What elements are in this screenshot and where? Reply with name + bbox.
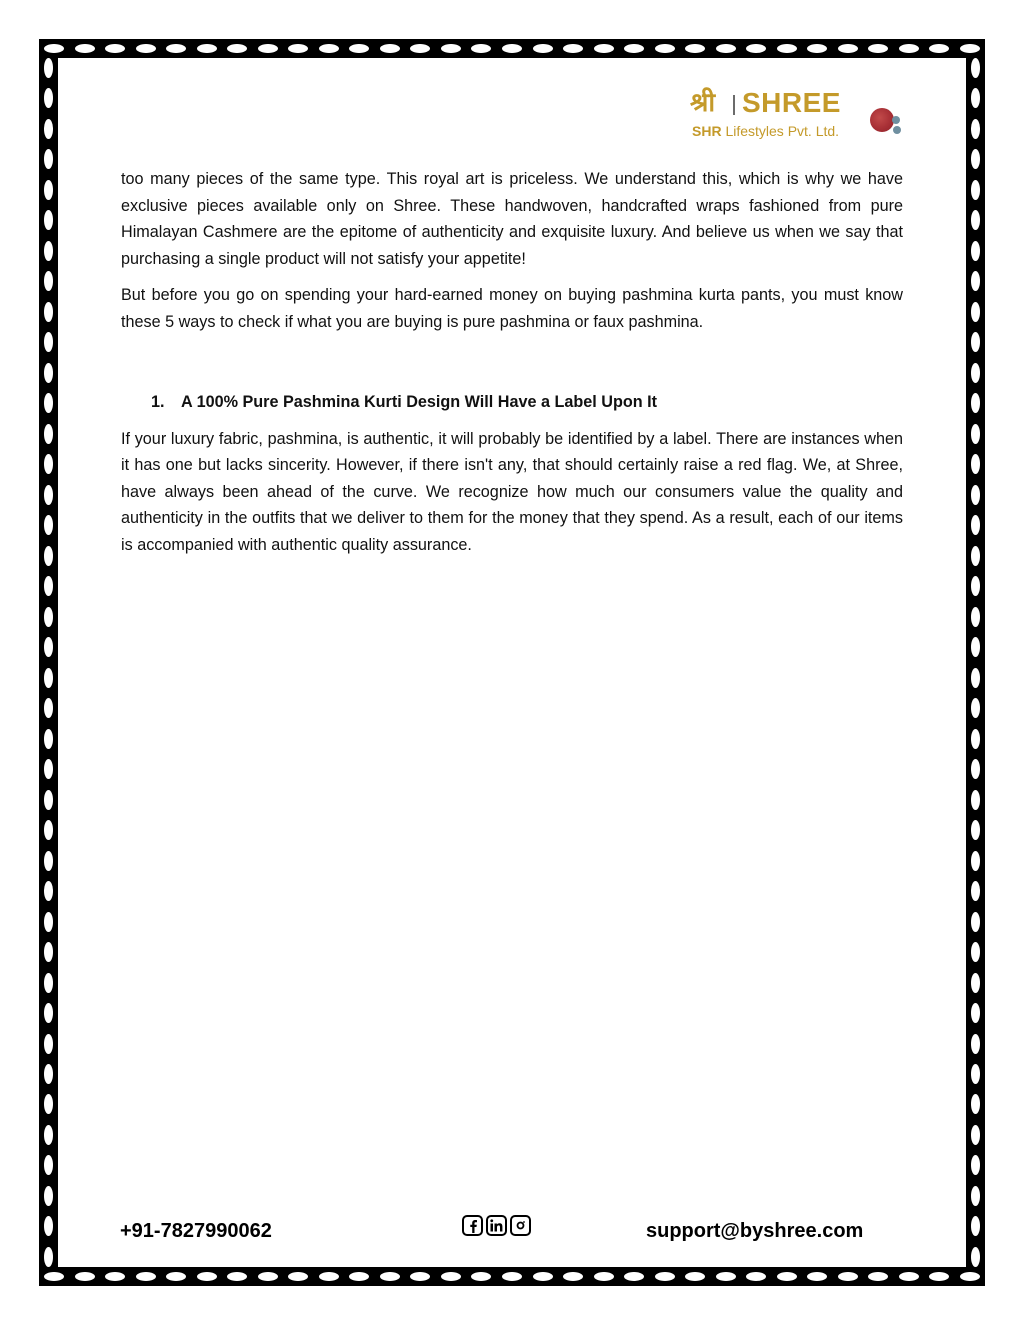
border-bead	[533, 44, 553, 53]
border-bead	[971, 698, 980, 718]
border-bead	[380, 1272, 400, 1281]
border-bead	[44, 485, 53, 505]
border-bead	[838, 44, 858, 53]
border-bead	[44, 851, 53, 871]
border-bead	[971, 942, 980, 962]
border-bead	[44, 698, 53, 718]
border-bead	[807, 44, 827, 53]
border-bead	[971, 729, 980, 749]
border-bead	[44, 790, 53, 810]
border-bead	[971, 820, 980, 840]
border-bead	[44, 1272, 64, 1281]
border-bead	[44, 668, 53, 688]
border-bead	[44, 820, 53, 840]
border-bead	[777, 44, 797, 53]
border-bead	[971, 1094, 980, 1114]
logo-company-name	[692, 122, 839, 140]
border-bead	[319, 44, 339, 53]
border-bead	[44, 393, 53, 413]
border-bead	[960, 1272, 980, 1281]
border-bead	[349, 1272, 369, 1281]
border-bead	[44, 759, 53, 779]
border-bead	[971, 424, 980, 444]
border-bead	[44, 241, 53, 261]
border-bead	[44, 576, 53, 596]
border-bead	[44, 1094, 53, 1114]
border-bead	[441, 44, 461, 53]
border-bead	[44, 149, 53, 169]
border-bead	[746, 44, 766, 53]
border-bead	[44, 1125, 53, 1145]
border-bead	[971, 851, 980, 871]
border-bead	[594, 44, 614, 53]
border-bead	[227, 1272, 247, 1281]
border-bead	[971, 607, 980, 627]
border-bead	[105, 44, 125, 53]
border-bead	[594, 1272, 614, 1281]
border-bead	[971, 485, 980, 505]
border-bead	[44, 58, 53, 78]
border-right-beads	[966, 58, 985, 1267]
border-bead	[563, 1272, 583, 1281]
border-bead	[44, 546, 53, 566]
border-bead	[838, 1272, 858, 1281]
border-bead	[166, 1272, 186, 1281]
border-bead	[971, 1155, 980, 1175]
dot-icon	[892, 116, 900, 124]
border-bead	[44, 973, 53, 993]
border-bead	[75, 1272, 95, 1281]
linkedin-icon[interactable]	[486, 1215, 507, 1236]
border-bead	[971, 332, 980, 352]
border-bead	[971, 973, 980, 993]
border-bead	[258, 44, 278, 53]
border-bead	[716, 44, 736, 53]
border-bead	[624, 44, 644, 53]
border-bead	[971, 1034, 980, 1054]
border-bead	[44, 1003, 53, 1023]
border-bead	[44, 424, 53, 444]
border-bead	[971, 149, 980, 169]
facebook-icon[interactable]	[462, 1215, 483, 1236]
border-bead	[44, 119, 53, 139]
border-bead	[533, 1272, 553, 1281]
border-bead	[899, 44, 919, 53]
article-body	[121, 166, 903, 568]
logo-divider	[733, 95, 735, 115]
border-bead	[44, 302, 53, 322]
border-bead	[971, 271, 980, 291]
border-bead	[971, 302, 980, 322]
border-bead	[716, 1272, 736, 1281]
border-bead	[44, 942, 53, 962]
border-bead	[44, 210, 53, 230]
border-bead	[502, 1272, 522, 1281]
border-bead	[971, 637, 980, 657]
border-bead	[44, 912, 53, 932]
border-bead	[197, 44, 217, 53]
border-bead	[971, 759, 980, 779]
border-bead	[563, 44, 583, 53]
border-bead	[44, 271, 53, 291]
border-bead	[655, 1272, 675, 1281]
border-bead	[44, 1064, 53, 1084]
heading-number: 1.	[151, 393, 165, 411]
border-bead	[44, 729, 53, 749]
logo-brand-name: SHREE	[742, 87, 841, 118]
dot-icon	[893, 126, 901, 134]
border-bead	[746, 1272, 766, 1281]
instagram-icon[interactable]	[510, 1215, 531, 1236]
border-bead	[807, 1272, 827, 1281]
border-bead	[971, 576, 980, 596]
border-bead	[44, 454, 53, 474]
border-bead	[136, 44, 156, 53]
border-bead	[971, 454, 980, 474]
border-bead	[971, 393, 980, 413]
footer-email[interactable]: support@byshree.com	[646, 1220, 864, 1242]
social-icons	[462, 1215, 531, 1236]
logo-devanagari: श्री	[690, 88, 716, 118]
border-bead	[75, 44, 95, 53]
border-bead	[971, 1064, 980, 1084]
border-bead	[971, 912, 980, 932]
border-bottom-beads	[44, 1267, 980, 1286]
border-bead	[319, 1272, 339, 1281]
border-bead	[971, 1003, 980, 1023]
border-bead	[899, 1272, 919, 1281]
border-bead	[166, 44, 186, 53]
border-bead	[971, 1125, 980, 1145]
border-bead	[971, 241, 980, 261]
rose-icon	[870, 108, 894, 132]
border-bead	[929, 44, 949, 53]
border-bead	[44, 88, 53, 108]
border-bead	[971, 1216, 980, 1236]
border-bead	[44, 180, 53, 200]
footer-phone[interactable]: +91-7827990062	[120, 1220, 272, 1242]
logo-sub-bold: SHR	[692, 123, 722, 139]
border-bead	[44, 1155, 53, 1175]
border-bead	[44, 1216, 53, 1236]
border-bead	[868, 44, 888, 53]
border-bead	[971, 881, 980, 901]
border-bead	[44, 607, 53, 627]
border-bead	[288, 44, 308, 53]
border-top-beads	[44, 39, 980, 58]
border-bead	[44, 637, 53, 657]
border-bead	[685, 44, 705, 53]
border-bead	[868, 1272, 888, 1281]
border-bead	[971, 1186, 980, 1206]
border-bead	[258, 1272, 278, 1281]
border-bead	[471, 1272, 491, 1281]
border-bead	[624, 1272, 644, 1281]
section-heading	[121, 389, 903, 416]
border-bead	[777, 1272, 797, 1281]
border-bead	[410, 44, 430, 53]
border-bead	[971, 790, 980, 810]
border-bead	[349, 44, 369, 53]
border-bead	[44, 1034, 53, 1054]
border-bead	[105, 1272, 125, 1281]
border-bead	[971, 119, 980, 139]
border-bead	[227, 44, 247, 53]
border-bead	[971, 1247, 980, 1267]
border-bead	[502, 44, 522, 53]
border-bead	[44, 881, 53, 901]
border-bead	[44, 1186, 53, 1206]
border-bead	[971, 210, 980, 230]
paragraph-intro: too many pieces of the same type. This royal art is priceless. We understand this, which is why we have exclusive pieces available only on Shree. These handwoven, handcrafted wraps fashioned from pure Himalayan Cashmere are the epitome of authenticity and exquisite luxury. And believe us when we say that purchasing a single product will not satisfy your appetite!	[121, 170, 903, 268]
shree-logo	[690, 86, 910, 146]
border-bead	[971, 515, 980, 535]
border-bead	[971, 88, 980, 108]
paragraph-before-you-buy: But before you go on spending your hard-earned money on buying pashmina kurta pants, you must know these 5 ways to check if what you are buying is pure pashmina or faux pashmina.	[121, 286, 903, 331]
border-bead	[441, 1272, 461, 1281]
border-bead	[971, 363, 980, 383]
border-bead	[44, 1247, 53, 1267]
border-bead	[44, 332, 53, 352]
border-bead	[380, 44, 400, 53]
border-left-beads	[39, 58, 58, 1267]
border-bead	[929, 1272, 949, 1281]
border-bead	[136, 1272, 156, 1281]
border-bead	[44, 363, 53, 383]
border-bead	[971, 546, 980, 566]
border-bead	[971, 180, 980, 200]
heading-text: A 100% Pure Pashmina Kurti Design Will Have a Label Upon It	[181, 393, 658, 411]
border-bead	[971, 668, 980, 688]
border-bead	[471, 44, 491, 53]
logo-sub-rest: Lifestyles Pvt. Ltd.	[725, 123, 840, 139]
border-bead	[655, 44, 675, 53]
border-bead	[971, 58, 980, 78]
border-bead	[288, 1272, 308, 1281]
border-bead	[410, 1272, 430, 1281]
border-bead	[44, 515, 53, 535]
border-bead	[197, 1272, 217, 1281]
border-bead	[960, 44, 980, 53]
paragraph-label: If your luxury fabric, pashmina, is authentic, it will probably be identified by a label. There are instances when it has one but lacks sincerity. However, if there isn't any, that should certainly raise a red flag. We, at Shree, have always been ahead of the curve. We recognize how much our consumers value the quality and authenticity in the outfits that we deliver to them for the money that they spend. As a result, each of our items is accompanied with authentic quality assurance.	[121, 429, 903, 554]
border-bead	[685, 1272, 705, 1281]
border-bead	[44, 44, 64, 53]
